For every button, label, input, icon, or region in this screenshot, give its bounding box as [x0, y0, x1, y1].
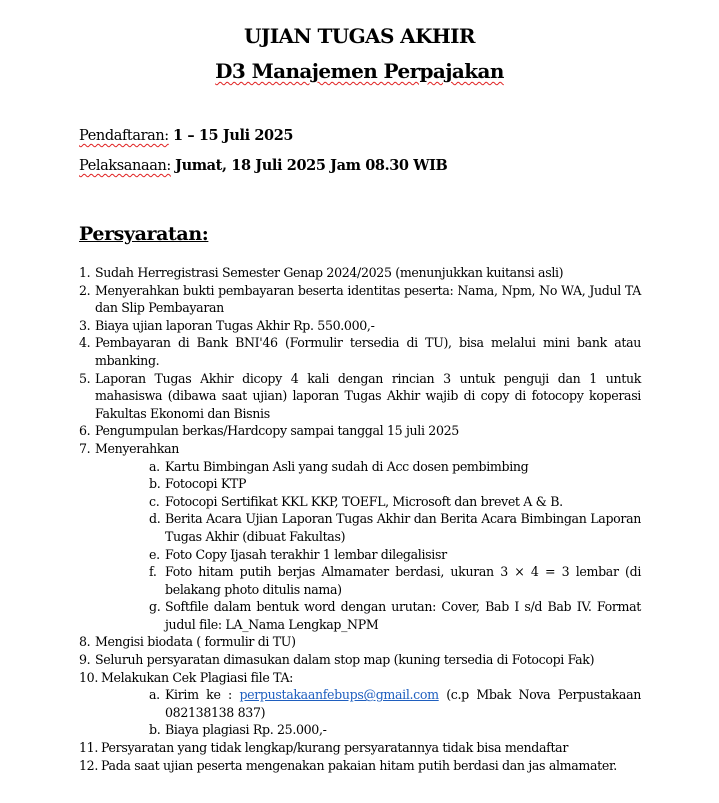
sub-list-item: [149, 686, 641, 721]
sub-item-letter: g.: [149, 599, 161, 615]
list-item: [79, 669, 641, 687]
execution-value: Jumat, 18 Juli 2025 Jam 08.30 WIB: [175, 157, 448, 174]
list-item: [79, 334, 641, 369]
sub-item-letter: b.: [149, 722, 161, 738]
sub-item-letter: d.: [149, 511, 161, 527]
sub-item-text: Kirim ke :: [165, 687, 240, 703]
execution-line: [79, 157, 447, 174]
sub-item-text: Kartu Bimbingan Asli yang sudah di Acc dosen pembimbing: [165, 458, 529, 474]
sub-list-item: [149, 546, 641, 564]
subtitle-text: D3 Manajemen Perpajakan: [215, 59, 504, 83]
sub-item-letter: b.: [149, 476, 161, 492]
item-text: Menyerahkan: [95, 440, 180, 456]
registration-line: [79, 127, 293, 144]
requirements-heading: Persyaratan:: [79, 223, 209, 245]
sub-list-item: [149, 493, 641, 511]
execution-label: Pelaksanaan:: [79, 158, 171, 174]
list-item: [79, 264, 641, 282]
registration-label: Pendaftaran:: [79, 128, 169, 144]
item-text: Persyaratan yang tidak lengkap/kurang persyaratannya tidak bisa mendaftar: [101, 740, 569, 756]
item-text: Pada saat ujian peserta mengenakan pakaian hitam putih berdasi dan jas almamater.: [101, 757, 617, 773]
item-number: 4.: [79, 335, 91, 351]
item-text: Pengumpulan berkas/Hardcopy sampai tanggal 15 juli 2025: [95, 423, 459, 439]
item-number: 10.: [79, 669, 98, 685]
item-text: Sudah Herregistrasi Semester Genap 2024/2025 (menunjukkan kuitansi asli): [95, 265, 564, 280]
sub-item-text: Berita Acara Ujian Laporan Tugas Akhir dan Berita Acara Bimbingan Laporan Tugas Akhir (dibuat Fakultas): [165, 511, 641, 544]
item-number: 7.: [79, 440, 91, 456]
item-text: Mengisi biodata ( formulir di TU): [95, 634, 296, 650]
list-item: [79, 370, 641, 423]
email-link[interactable]: perpustakaanfebups@gmail.com: [239, 687, 439, 703]
sub-item-letter: f.: [149, 564, 157, 580]
list-item: [79, 282, 641, 317]
document-title: UJIAN TUGAS AKHIR: [244, 24, 475, 48]
item-number: 2.: [79, 282, 91, 298]
list-item: [79, 739, 641, 757]
sub-list-item: [149, 598, 641, 633]
sub-item-letter: a.: [149, 687, 160, 703]
item-text: Menyerahkan bukti pembayaran beserta identitas peserta: Nama, Npm, No WA, Judul TA dan Slip Pembayaran: [95, 282, 641, 316]
item-number: 3.: [79, 317, 91, 333]
registration-value: 1 – 15 Juli 2025: [173, 127, 294, 144]
item-number: 1.: [79, 265, 91, 280]
item-number: 8.: [79, 634, 91, 650]
sub-item-text: Fotocopi Sertifikat KKL KKP, TOEFL, Microsoft dan brevet A & B.: [165, 493, 563, 509]
item-number: 12.: [79, 757, 98, 773]
item-number: 5.: [79, 370, 91, 386]
sub-item-text: Foto Copy Ijasah terakhir 1 lembar dilegalisisr: [165, 546, 447, 562]
item-text: Melakukan Cek Plagiasi file TA:: [101, 669, 294, 685]
sub-item-text: Fotocopi KTP: [165, 476, 247, 492]
list-item: [79, 757, 641, 775]
list-item: [79, 633, 641, 651]
document-subtitle: [0, 59, 719, 83]
item-number: 9.: [79, 652, 91, 668]
sub-list-item: [149, 563, 641, 598]
item-text: Pembayaran di Bank BNI'46 (Formulir tersedia di TU), bisa melalui mini bank atau mbanking.: [95, 335, 641, 368]
item-number: 6.: [79, 423, 91, 439]
item-text: Laporan Tugas Akhir dicopy 4 kali dengan rincian 3 untuk penguji dan 1 untuk mahasiswa (dibawa saat ujian) laporan Tugas Akhir wajib di copy di fotocopy koperasi Fakultas Ekonomi dan Bisnis: [95, 370, 641, 421]
sub-item-letter: a.: [149, 458, 160, 474]
list-item: [79, 422, 641, 440]
sub-item-letter: c.: [149, 493, 160, 509]
sub-item-text: Biaya plagiasi Rp. 25.000,-: [165, 722, 327, 738]
list-item: [79, 440, 641, 458]
sub-item-letter: e.: [149, 546, 160, 562]
sub-item-text: Softfile dalam bentuk word dengan urutan: Cover, Bab I s/d Bab IV. Format judul file: LA_Nama Lengkap_NPM: [165, 599, 641, 632]
sub-list-item: [149, 510, 641, 545]
item-text: Seluruh persyaratan dimasukan dalam stop map (kuning tersedia di Fotocopi Fak): [95, 652, 595, 668]
list-item: [79, 651, 641, 669]
sub-item-text: Foto hitam putih berjas Almamater berdasi, ukuran 3 × 4 = 3 lembar (di belakang photo ditulis nama): [165, 564, 641, 597]
contact-text: (c.p Mbak Nova Perpustakaan 082138138 837): [165, 687, 641, 720]
list-item: [79, 317, 641, 335]
sub-list-item: [149, 458, 641, 476]
item-number: 11.: [79, 740, 98, 756]
sub-list-item: [149, 475, 641, 493]
sub-list-item: [149, 721, 641, 739]
requirements-list: [79, 264, 641, 774]
item-text: Biaya ujian laporan Tugas Akhir Rp. 550.000,-: [95, 317, 375, 333]
